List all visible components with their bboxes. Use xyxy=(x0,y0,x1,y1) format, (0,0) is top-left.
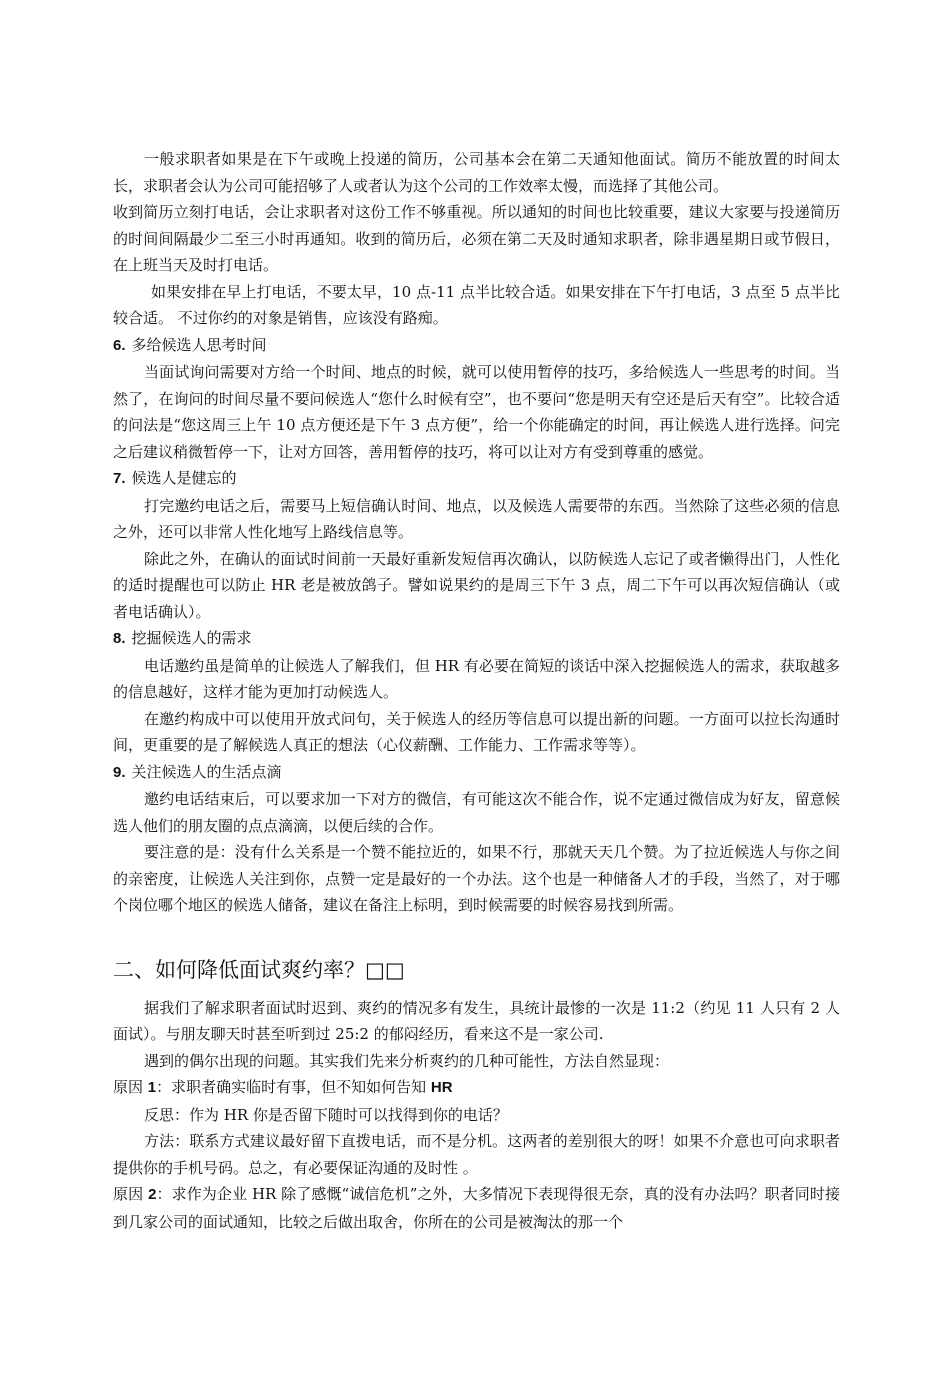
section-number: 6. xyxy=(113,336,126,354)
paragraph: 方法：联系方式建议最好留下直拨电话，而不是分机。这两者的差别很大的呀！如果不介意也可向求职者提供你的手机号码。总之，有必要保证沟通的及时性 。 xyxy=(113,1132,840,1177)
section-title: 关注候选人的生活点滴 xyxy=(131,762,282,781)
reason-number: 2 xyxy=(148,1186,157,1203)
paragraph: 电话邀约虽是简单的让候选人了解我们，但 HR 有必要在简短的谈话中深入挖掘候选人的需求，获取越多的信息越好，这样才能为更加打动候选人。 xyxy=(113,656,840,701)
reason-label: 原因 2 xyxy=(113,1185,157,1203)
paragraph: 要注意的是：没有什么关系是一个赞不能拉近的，如果不行，那就天天几个赞。为了拉近候选人与你之间的亲密度，让候选人关注到你，点赞一定是最好的一个办法。这个也是一种储备人才的手段，当然了，对于哪个岗位哪个地区的候选人储备，建议在备注上标明，到时候需要的时候容易找到所需。 xyxy=(113,843,840,914)
paragraph: 收到简历立刻打电话，会让求职者对这份工作不够重视。所以通知的时间也比较重要，建议大家要与投递简历的时间间隔最少二至三小时再通知。收到的简历后，必须在第二天及时通知求职者，除非遇星期日或节假日，在上班当天及时打电话。 xyxy=(113,203,840,274)
paragraph: 一般求职者如果是在下午或晚上投递的简历，公司基本会在第二天通知他面试。简历不能放置的时间太长，求职者会认为公司可能招够了人或者认为这个公司的工作效率太慢，而选择了其他公司。 xyxy=(113,150,840,195)
paragraph: 当面试询问需要对方给一个时间、地点的时候，就可以使用暂停的技巧，多给候选人一些思考的时间。当然了，在询问的时间尽量不要问候选人“您什么时候有空”，也不要问“您是明天有空还是后天有空”。比较合适的问法是“您这周三上午 10 点方便还是下午 3 点方便”，给一个你能确定的时间，再让候选人进行选择。问完之后建议稍微暂停一下，让对方回答，善用暂停的技巧，将可以让对方有受到尊重的感觉。 xyxy=(113,363,840,461)
paragraph: 据我们了解求职者面试时迟到、爽约的情况多有发生，具统计最惨的一次是 11:2（约见 11 人只有 2 人面试）。与朋友聊天时甚至听到过 25:2 的郁闷经历，看来这不是一家公司. xyxy=(113,998,840,1043)
document-body xyxy=(113,146,840,1235)
reason-1 xyxy=(113,1074,840,1102)
section-6-heading xyxy=(113,332,840,360)
reason-hr: HR xyxy=(430,1079,453,1096)
reason-colon: ： xyxy=(156,1078,172,1096)
section-heading-2 xyxy=(113,953,840,987)
paragraph: 遇到的偶尔出现的问题。其实我们先来分析爽约的几种可能性，方法自然显现： xyxy=(144,1051,670,1070)
paragraph: 如果安排在早上打电话，不要太早，10 点-11 点半比较合适。如果安排在下午打电话，3 点至 5 点半比较合适。 不过你约的对象是销售，应该没有路痴。 xyxy=(113,282,840,327)
reason-text: 求作为企业 HR 除了感慨“诚信危机”之外，大多情况下表现得很无奈，真的没有办法吗？职者同时接到几家公司的面试通知，比较之后做出取舍，你所在的公司是被淘汰的那一个 xyxy=(113,1185,840,1231)
section-8-heading xyxy=(113,625,840,653)
paragraph: 在邀约构成中可以使用开放式问句，关于候选人的经历等信息可以提出新的问题。一方面可以拉长沟通时间，更重要的是了解候选人真正的想法（心仪薪酬、工作能力、工作需求等等）。 xyxy=(113,709,840,754)
paragraph: 除此之外，在确认的面试时间前一天最好重新发短信再次确认，以防候选人忘记了或者懒得出门，人性化的适时提醒也可以防止 HR 老是被放鸽子。譬如说果约的是周三下午 3 点，周二下午可以再次短信确认（或者电话确认）。 xyxy=(113,549,840,621)
paragraph: 打完邀约电话之后，需要马上短信确认时间、地点，以及候选人需要带的东西。当然除了这些必须的信息之外，还可以非常人性化地写上路线信息等。 xyxy=(113,496,840,541)
reason-2 xyxy=(113,1181,840,1235)
section-9-heading xyxy=(113,759,840,787)
section-title: 候选人是健忘的 xyxy=(131,469,237,487)
reason-colon: ： xyxy=(156,1185,172,1203)
reason-text: 求职者确实临时有事，但不知如何告知 xyxy=(171,1078,431,1096)
section-title: 挖掘候选人的需求 xyxy=(131,629,252,647)
heading-title: 二、如何降低面试爽约率？ xyxy=(113,957,365,982)
reason-number: 1 xyxy=(147,1079,157,1096)
paragraph: 邀约电话结束后，可以要求加一下对方的微信，有可能这次不能合作，说不定通过微信成为好友，留意候选人他们的朋友圈的点点滴滴，以便后续的合作。 xyxy=(113,790,840,835)
heading-placeholder-boxes: □□ xyxy=(365,957,405,982)
section-number: 8. xyxy=(113,630,126,647)
reason-label: 原因 1 xyxy=(113,1078,157,1096)
section-7-heading xyxy=(113,465,840,493)
section-number: 9. xyxy=(113,763,126,781)
paragraph: 反思：作为 HR 你是否留下随时可以找得到你的电话？ xyxy=(144,1105,508,1124)
section-title: 多给候选人思考时间 xyxy=(131,335,267,354)
section-number: 7. xyxy=(113,470,126,487)
